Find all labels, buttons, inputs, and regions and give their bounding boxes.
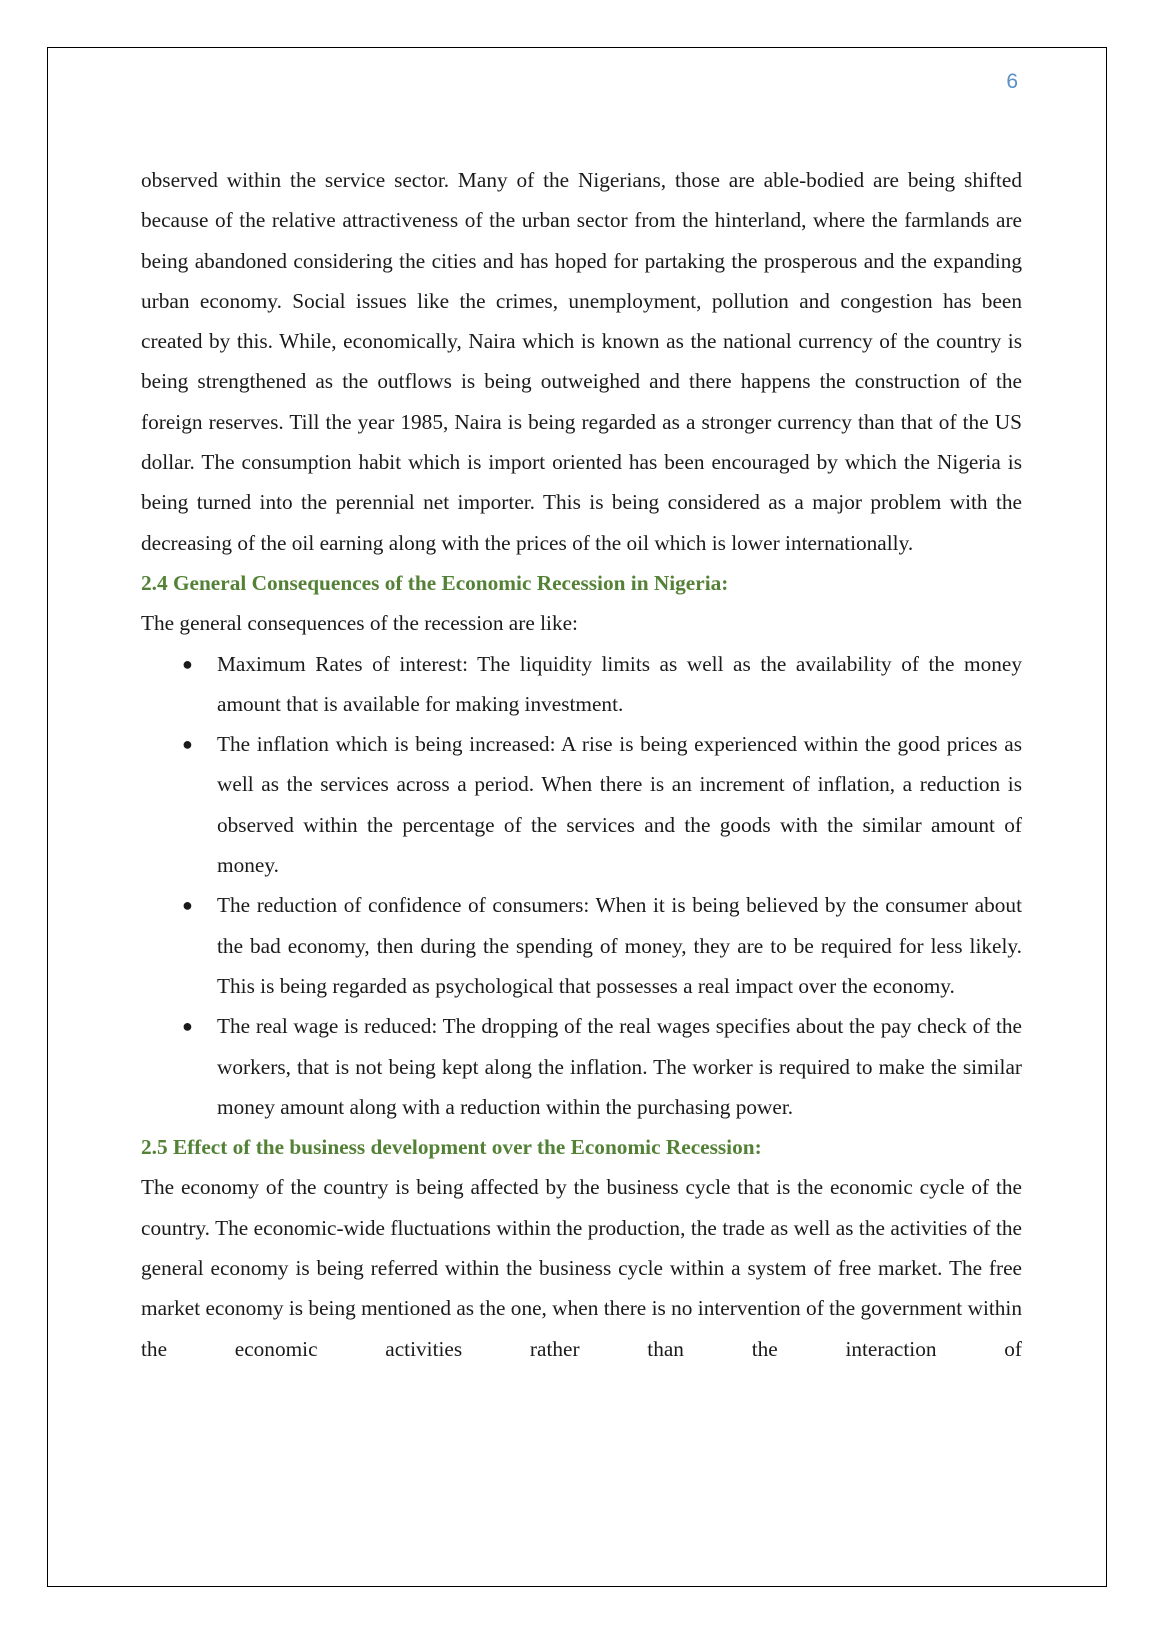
bullet-icon: ● [182,653,193,674]
list-item [141,644,1022,725]
document-body [141,160,1022,1369]
list-item [141,885,1022,1006]
bullet-icon: ● [182,734,193,755]
section-2-4-lead: The general consequences of the recession are like: [141,611,578,636]
list-item-text: The reduction of confidence of consumers: When it is being believed by the consumer about the bad economy, then during the spending of money, they are to be required for less likely. This is being regarded as psychological that possesses a real impact over the economy. [217,893,1022,998]
section-heading-2-4: 2.4 General Consequences of the Economic Recession in Nigeria: [141,570,729,595]
page-number: 6 [1006,70,1018,93]
intro-paragraph: observed within the service sector. Many of the Nigerians, those are able-bodied are being shifted because of the relative attractiveness of the urban sector from the hinterland, where the farmlands are being abandoned considering the cities and has hoped for partaking the prosperous and the expanding urban economy. Social issues like the crimes, unemployment, pollution and congestion has been created by this. While, economically, Naira which is known as the national currency of the country is being strengthened as the outflows is being outweighed and there happens the construction of the foreign reserves. Till the year 1985, Naira is being regarded as a stronger currency than that of the US dollar. The consumption habit which is import oriented has been encouraged by which the Nigeria is being turned into the perennial net importer. This is being considered as a major problem with the decreasing of the oil earning along with the prices of the oil which is lower internationally. [141,168,1022,555]
list-item-text: Maximum Rates of interest: The liquidity limits as well as the availability of the money amount that is available for making investment. [217,651,1022,716]
list-item [141,724,1022,885]
list-item-text: The inflation which is being increased: A rise is being experienced within the good prices as well as the services across a period. When there is an increment of inflation, a reduction is observed within the percentage of the services and the goods with the similar amount of money. [217,732,1022,878]
list-item-text: The real wage is reduced: The dropping of the real wages specifies about the pay check of the workers, that is not being kept along the inflation. The worker is required to make the similar money amount along with a reduction within the purchasing power. [217,1014,1022,1119]
section-heading-2-5: 2.5 Effect of the business development over the Economic Recession: [141,1135,762,1160]
list-item [141,1006,1022,1127]
consequences-list [141,644,1022,1128]
section-2-5-paragraph: The economy of the country is being affected by the business cycle that is the economic cycle of the country. The economic-wide fluctuations within the production, the trade as well as the activities of the general economy is being referred within the business cycle within a system of free market. The free market economy is being mentioned as the one, when there is no intervention of the government within the economic activities rather than the interaction of [141,1175,1022,1361]
bullet-icon: ● [182,1016,193,1037]
bullet-icon: ● [182,895,193,916]
